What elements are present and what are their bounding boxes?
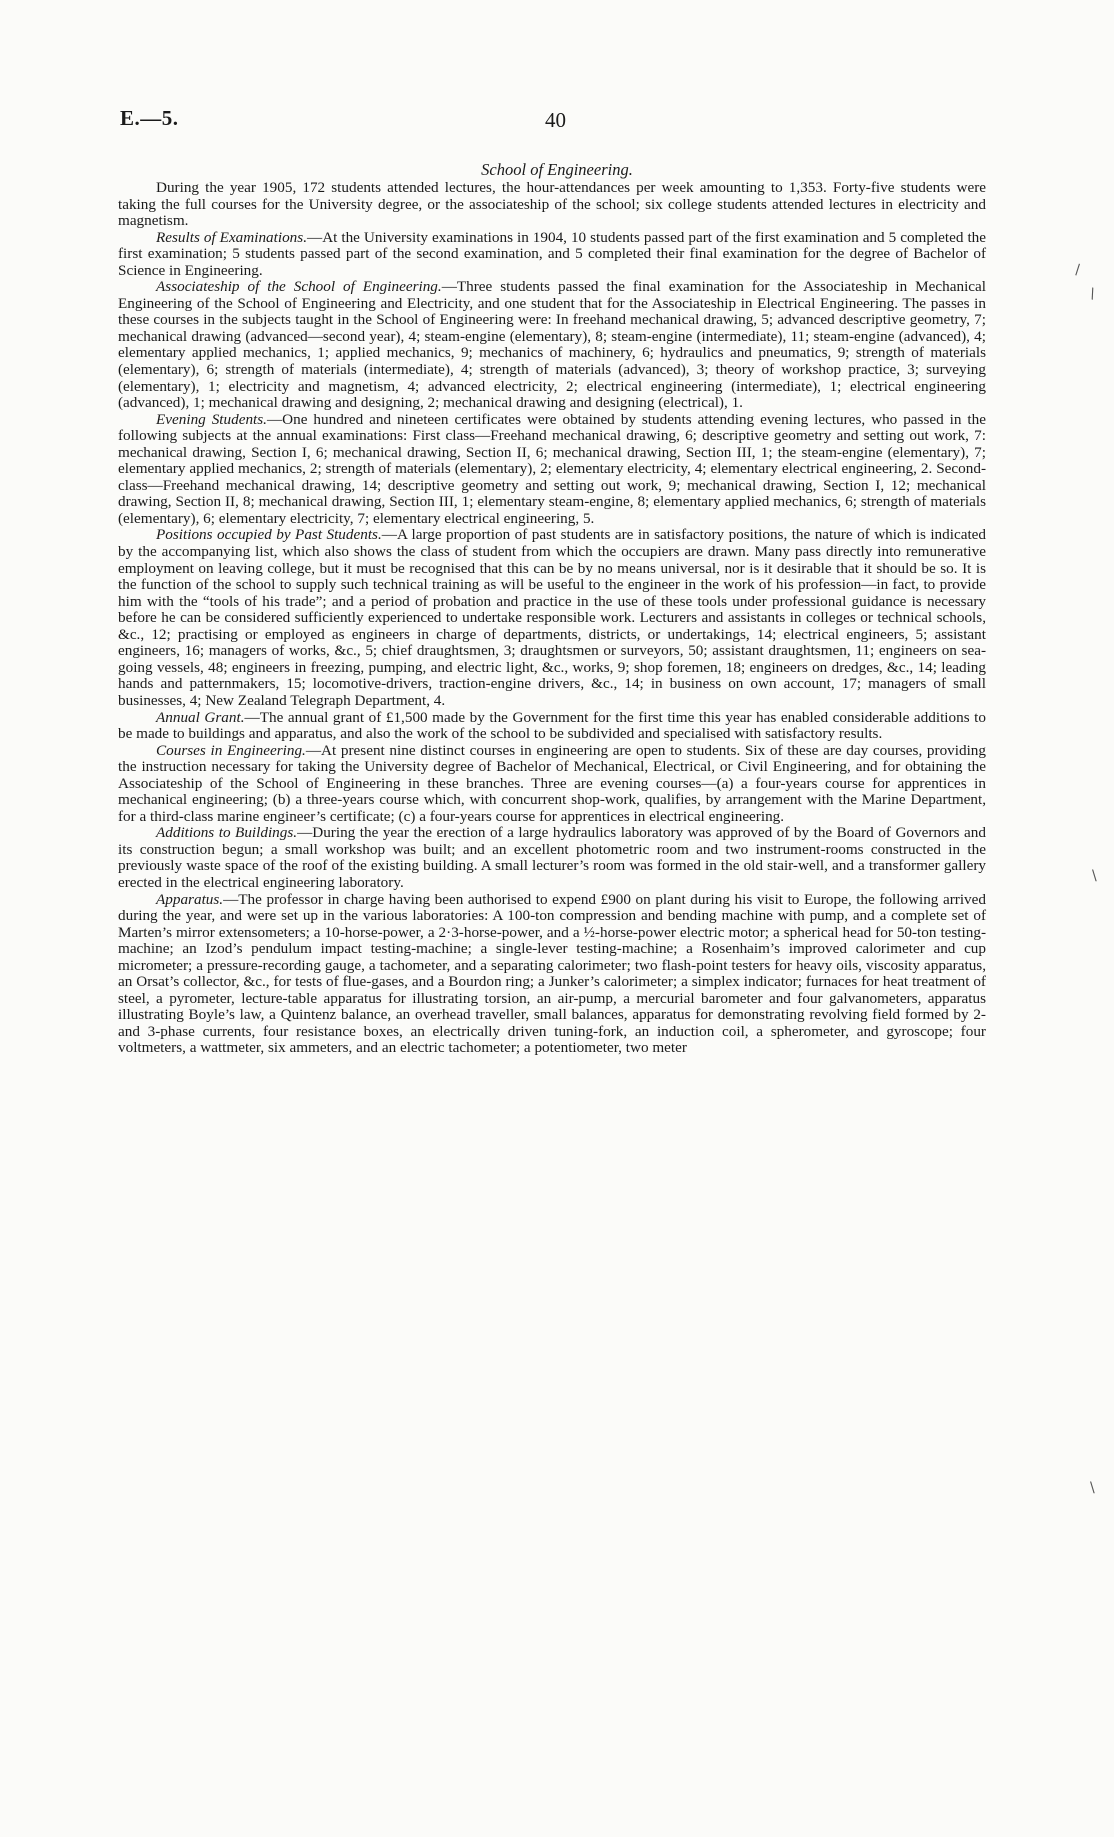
- paragraph-heading: Additions to Buildings.: [156, 824, 298, 842]
- paragraph-results-of-examinations: [118, 230, 986, 280]
- paragraph-attendance: [118, 180, 986, 230]
- paragraph-heading: Results of Examinations.: [156, 228, 307, 246]
- paragraph-heading: Annual Grant.: [156, 708, 245, 726]
- page-number: 40: [545, 108, 566, 132]
- paragraph-heading: Courses in Engineering.: [156, 741, 306, 759]
- paragraph-annual-grant: [118, 710, 986, 743]
- paragraph-text: —Three students passed the final examination for the Associateship in Mechanical Engineering of the School of Engineering and Electricity, and one student that for the Associateship in Electrical Engineering. The passes in these courses in the subjects taught in the School of Engineering were: In freehand mechanical drawing, 5; advanced descriptive geometry, 7; mechanical drawing (advanced—second year), 4; steam-engine (elementary), 8; steam-engine (intermediate), 11; steam-engine (advanced), 4; elementary applied mechanics, 1; applied mechanics, 9; mechanics of machinery, 6; hydraulics and pneumatics, 9; strength of materials (elementary), 6; strength of materials (intermediate), 4; strength of materials (advanced), 3; theory of workshop practice, 3; surveying (elementary), 1; electricity and magnetism, 4; advanced electricity, 2; electrical engineering (intermediate), 1; electrical engineering (advanced), 1; mechanical drawing and designing, 2; mechanical drawing and designing (electrical), 1.: [118, 278, 986, 412]
- paragraph-additions-to-buildings: [118, 825, 986, 891]
- paragraph-evening-students: [118, 412, 986, 528]
- paragraph-text: —A large proportion of past students are in satisfactory positions, the nature of which is indicated by the accompanying list, which also shows the class of student from which the occupiers are drawn. Many pass directly into remunerative employment on leaving college, but it must be recognised that this can be by no means universal, nor is it desirable that it should be so. It is the function of the school to supply such technical training as will be useful to the engineer in the work of his profession—in fact, to provide him with the “tools of his trade”; and a period of probation and practice in the use of these tools under professional guidance is necessary before he can be considered sufficiently experienced to undertake responsible work. Lecturers and assistants in colleges or technical schools, &c., 12; practising or employed as engineers in charge of departments, districts, or undertakings, 14; electrical engineers, 5; assistant engineers, 16; managers of works, &c., 5; chief draughtsmen, 3; draughtsmen or surveyors, 50; assistant draughtsmen, 11; engineers on sea-going vessels, 48; engineers in freezing, pumping, and electric light, &c., works, 9; shop foremen, 18; engineers on dredges, &c., 14; leading hands and patternmakers, 15; locomotive-drivers, traction-engine drivers, &c., 14; in business on own account, 17; managers of small businesses, 4; New Zealand Telegraph Department, 4.: [118, 526, 987, 709]
- margin-tick-mark: \: [1070, 262, 1084, 278]
- paragraph-apparatus: [118, 892, 986, 1057]
- paragraph-heading: Apparatus.: [156, 890, 224, 908]
- paragraph-heading: Associateship of the School of Engineering.: [156, 278, 442, 296]
- paragraph-text: —At the University examinations in 1904, 10 students passed part of the first examination and 5 completed the first examination; 5 students passed part of the second examination, and 5 completed their final examination for the degree of Bachelor of Science in Engineering.: [118, 228, 987, 279]
- paragraph-heading: Positions occupied by Past Students.: [156, 526, 382, 544]
- page-reference: E.—5.: [120, 106, 179, 130]
- paragraph-text: —The professor in charge having been authorised to expend £900 on plant during his visit to Europe, the following arrived during the year, and were set up in the various laboratories: A 100-ton compression and bending machine with pump, and a complete set of Marten’s mirror extensometers; a 10-horse-power, a 2·3-horse-power, and a ½-horse-power electric motor; a spherical head for 50-ton testing-machine; an Izod’s pendulum impact testing-machine; a single-lever testing-machine; a Rosenhaim’s improved calorimeter and cup micrometer; a pressure-recording gauge, a tachometer, and a separating calorimeter; two flash-point testers for heavy oils, viscosity apparatus, an Orsat’s collector, &c., for tests of flue-gases, and a Bourdon ring; a Junker’s calorimeter; a simplex indicator; furnaces for heat treatment of steel, a pyrometer, lecture-table apparatus for illustrating torsion, an air-pump, a mercurial barometer and four galvanometers, apparatus illustrating Boyle’s law, a Quintenz balance, an overhead traveller, small balances, apparatus for demonstrating revolving field formed by 2- and 3-phase currents, four resistance boxes, an electrically driven tuning-fork, an induction coil, a spherometer, and gyroscope; four voltmeters, a wattmeter, six ammeters, and an electric tachometer; a potentiometer, two meter: [118, 890, 986, 1057]
- paragraph-courses-in-engineering: [118, 743, 986, 826]
- margin-tick-mark: \: [1087, 285, 1098, 303]
- margin-tick-mark: \: [1090, 1480, 1095, 1496]
- paragraph-text: —One hundred and nineteen certificates were obtained by students attending evening lectures, who passed in the following subjects at the annual examinations: First class—Freehand mechanical drawing, 6; descriptive geometry and setting out work, 7: mechanical drawing, Section I, 6; mechanical drawing, Section II, 6; mechanical drawing, Section III, 1; the steam-engine (elementary), 7; elementary applied mechanics, 2; strength of materials (elementary), 2; elementary electricity, 4; elementary electrical engineering, 2. Second-class—Freehand mechanical drawing, 14; descriptive geometry and setting out work, 9; mechanical drawing, Section I, 12; mechanical drawing, Section II, 8; mechanical drawing, Section III, 1; elementary steam-engine, 8; elementary applied mechanics, 6; strength of materials (elementary), 6; elementary electricity, 7; elementary electrical engineering, 5.: [118, 410, 986, 527]
- paragraph-heading: Evening Students.: [156, 410, 267, 428]
- paragraph-text: During the year 1905, 172 students attended lectures, the hour-attendances per week amounting to 1,353. Forty-five students were taking the full courses for the University degree, or the associateship of the school; six college students attended lectures in electricity and magnetism.: [118, 179, 986, 230]
- section-title: School of Engineering.: [481, 160, 633, 179]
- margin-tick-mark: \: [1092, 868, 1097, 884]
- body-text: [118, 180, 986, 1057]
- paragraph-text: —The annual grant of £1,500 made by the Government for the first time this year has enabled considerable additions to be made to buildings and apparatus, and also the work of the school to be subdivided and specialised with satisfactory results.: [118, 708, 986, 743]
- paragraph-associateship: [118, 279, 986, 411]
- paragraph-text: —At present nine distinct courses in engineering are open to students. Six of these are day courses, providing the instruction necessary for taking the University degree of Bachelor of Mechanical, Electrical, or Civil Engineering, and for obtaining the Associateship of the School of Engineering in these branches. Three are evening courses—(a) a four-years course for apprentices in mechanical engineering; (b) a three-years course which, with concurrent shop-work, qualifies, by arrangement with the Marine Department, for a third-class marine engineer’s certificate; (c) a four-years course for apprentices in electrical engineering.: [118, 741, 986, 825]
- paragraph-positions-occupied: [118, 527, 986, 709]
- paragraph-text: —During the year the erection of a large hydraulics laboratory was approved of by the Board of Governors and its construction begun; a small workshop was built; and an excellent photometric room and two instrument-rooms constructed in the previously waste space of the roof of the existing building. A small lecturer’s room was formed in the old stair-well, and a transformer gallery erected in the electrical engineering laboratory.: [118, 824, 986, 891]
